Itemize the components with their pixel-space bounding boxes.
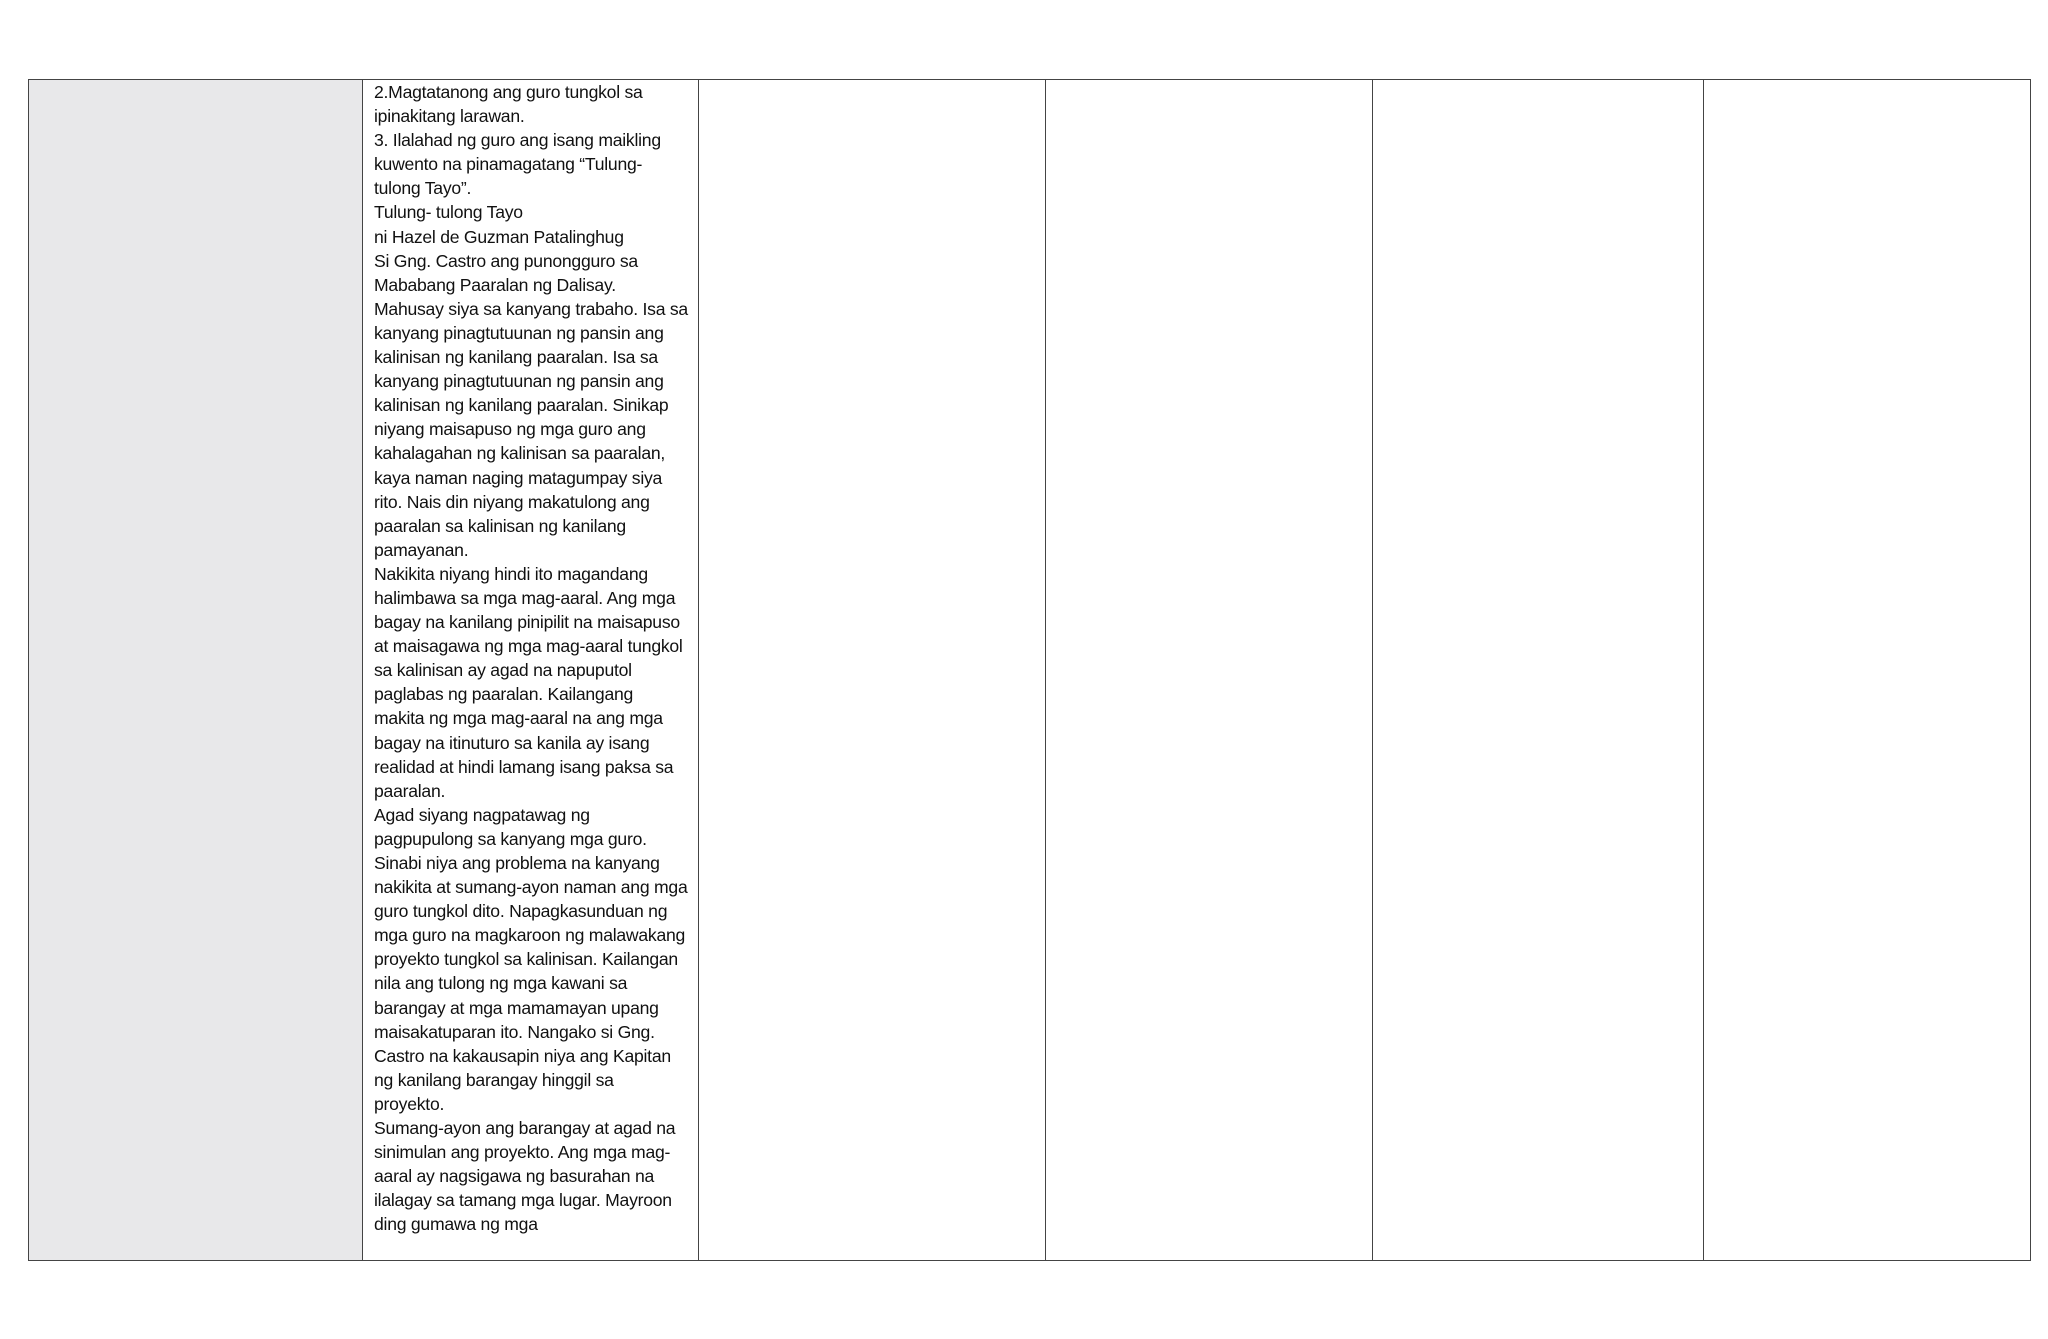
table-cell-empty [1046,80,1373,1261]
paragraph: Si Gng. Castro ang punongguro sa Mababang Paaralan ng Dalisay. Mahusay siya sa kanyang trabaho. Isa sa kanyang pinagtutuunan ng pansin ang kalinisan ng kanilang paaralan. Isa sa kanyang pinagtutuunan ng pansin ang kalinisan ng kanilang paaralan. Sinikap niyang maisapuso ng mga guro ang kahalagahan ng kalinisan sa paaralan, kaya naman naging matagumpay siya rito. Nais din niyang makatulong ang paaralan sa kalinisan ng kanilang pamayanan. [374,250,688,560]
table-cell-empty [699,80,1046,1261]
procedure-text [363,80,698,1260]
paragraph: Agad siyang nagpatawag ng pagpupulong sa kanyang mga guro. Sinabi niya ang problema na kanyang nakikita at sumang-ayon naman ang mga guro tungkol dito. Napagkasunduan ng mga guro na magkaroon ng malawakang proyekto tungkol sa kalinisan. Kailangan nila ang tulong ng mga kawani sa barangay at mga mamamayan upang maisakatuparan ito. Nangako si Gng. Castro na kakausapin niya ang Kapitan ng kanilang barangay hinggil sa proyekto. [374,804,688,1114]
paragraph: 3. Ilalahad ng guro ang isang maikling kuwento na pinamagatang “Tulung-tulong Tayo”. [374,130,661,199]
story-author: ni Hazel de Guzman Patalinghug [374,226,624,247]
table-cell-procedure [363,80,699,1261]
paragraph: 2.Magtatanong ang guro tungkol sa ipinakitang larawan. [374,82,643,127]
table-cell-shaded [29,80,363,1261]
table-cell-empty [1373,80,1704,1261]
lesson-plan-table [28,79,2031,1261]
paragraph: Sumang-ayon ang barangay at agad na sinimulan ang proyekto. Ang mga mag-aaral ay nagsigawa ng basurahan na ilalagay sa tamang mga lugar. Mayroon ding gumawa ng mga [374,1118,676,1235]
table-cell-empty [1704,80,2031,1261]
table-row [29,80,2031,1261]
story-title: Tulung- tulong Tayo [374,202,523,223]
paragraph: Nakikita niyang hindi ito magandang halimbawa sa mga mag-aaral. Ang mga bagay na kanilang pinipilit na maisapuso at maisagawa ng mga mag-aaral tungkol sa kalinisan ay agad na napuputol paglabas ng paaralan. Kailangang makita ng mga mag-aaral na ang mga bagay na itinuturo sa kanila ay isang realidad at hindi lamang isang paksa sa paaralan. [374,563,683,801]
